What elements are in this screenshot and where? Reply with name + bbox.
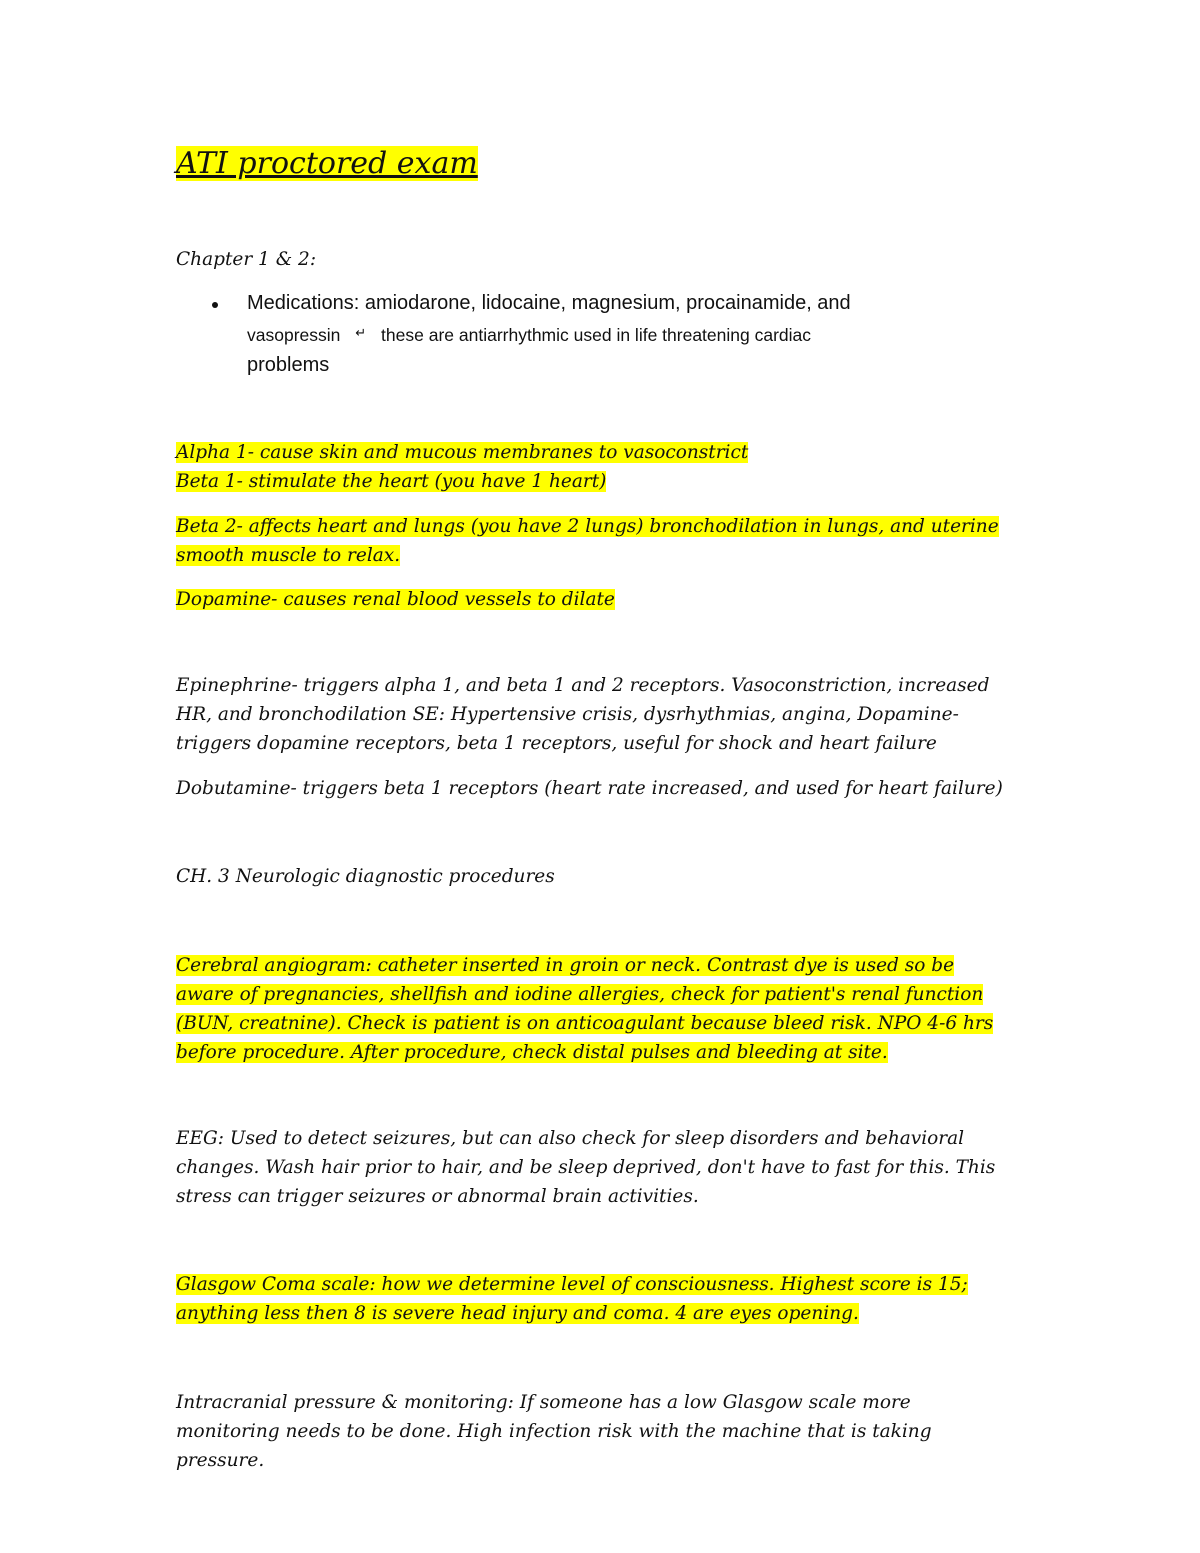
document-title-text: ATI proctored exam	[176, 146, 478, 181]
chapter-heading-text: Chapter 1 & 2:	[176, 249, 317, 270]
beta-1-text: Beta 1- stimulate the heart (you have 1 heart)	[176, 471, 607, 492]
epinephrine-block	[176, 671, 989, 758]
glasgow-block	[176, 1270, 968, 1328]
epinephrine-line-2: HR, and bronchodilation SE: Hypertensive crisis, dysrhythmias, angina, Dopamine-	[176, 704, 959, 725]
icp-line-3: pressure.	[176, 1450, 265, 1471]
cerebral-angiogram-block	[176, 951, 993, 1067]
icp-line-1: Intracranial pressure & monitoring: If someone has a low Glasgow scale more	[176, 1392, 911, 1413]
bullet-dot-icon	[212, 302, 218, 308]
dopamine-block	[176, 585, 615, 614]
icp-block	[176, 1388, 932, 1475]
epinephrine-line-1: Epinephrine- triggers alpha 1, and beta 1 and 2 receptors. Vasoconstriction, increased	[176, 675, 990, 696]
cerebral-line-2: aware of pregnancies, shellfish and iodine allergies, check for patient's renal function	[176, 984, 984, 1005]
glasgow-line-1: Glasgow Coma scale: how we determine level of consciousness. Highest score is 15;	[176, 1274, 968, 1295]
beta-2-line-2: smooth muscle to relax.	[176, 545, 401, 566]
beta-2-block	[176, 512, 999, 570]
dobutamine-text: Dobutamine- triggers beta 1 receptors (heart rate increased, and used for heart failure)	[176, 778, 1003, 799]
eeg-line-3: stress can trigger seizures or abnormal brain activities.	[176, 1186, 699, 1207]
epinephrine-line-3: triggers dopamine receptors, beta 1 receptors, useful for shock and heart failure	[176, 733, 937, 754]
cerebral-line-1: Cerebral angiogram: catheter inserted in groin or neck. Contrast dye is used so be	[176, 955, 955, 976]
alpha-1-text: Alpha 1- cause skin and mucous membranes to vasoconstrict	[176, 442, 749, 463]
document-title	[176, 142, 478, 186]
medications-bullet-text	[247, 288, 851, 380]
dobutamine-block	[176, 774, 1003, 803]
dopamine-text: Dopamine- causes renal blood vessels to dilate	[176, 589, 615, 610]
cerebral-line-3: (BUN, creatnine). Check is patient is on anticoagulant because bleed risk. NPO 4-6 hrs	[176, 1013, 994, 1034]
medications-line-3: problems	[247, 354, 330, 376]
alpha-beta-1-block	[176, 438, 748, 496]
ch3-heading	[176, 862, 555, 891]
eeg-block	[176, 1124, 995, 1211]
medications-line-1: Medications: amiodarone, lidocaine, magnesium, procainamide, and	[247, 292, 851, 314]
eeg-line-2: changes. Wash hair prior to hair, and be sleep deprived, don't have to fast for this. This	[176, 1157, 996, 1178]
chapter-heading	[176, 245, 316, 274]
medications-line-2a: vasopressin	[247, 325, 341, 345]
return-arrow-icon: ↵	[355, 325, 367, 340]
medications-line-2b: these are antiarrhythmic used in life threatening cardiac	[381, 325, 812, 345]
ch3-heading-text: CH. 3 Neurologic diagnostic procedures	[176, 866, 555, 887]
eeg-line-1: EEG: Used to detect seizures, but can also check for sleep disorders and behavioral	[176, 1128, 965, 1149]
cerebral-line-4: before procedure. After procedure, check distal pulses and bleeding at site.	[176, 1042, 888, 1063]
glasgow-line-2: anything less then 8 is severe head injury and coma. 4 are eyes opening.	[176, 1303, 859, 1324]
beta-2-line-1: Beta 2- affects heart and lungs (you have 2 lungs) bronchodilation in lungs, and uterine	[176, 516, 999, 537]
icp-line-2: monitoring needs to be done. High infection risk with the machine that is taking	[176, 1421, 932, 1442]
